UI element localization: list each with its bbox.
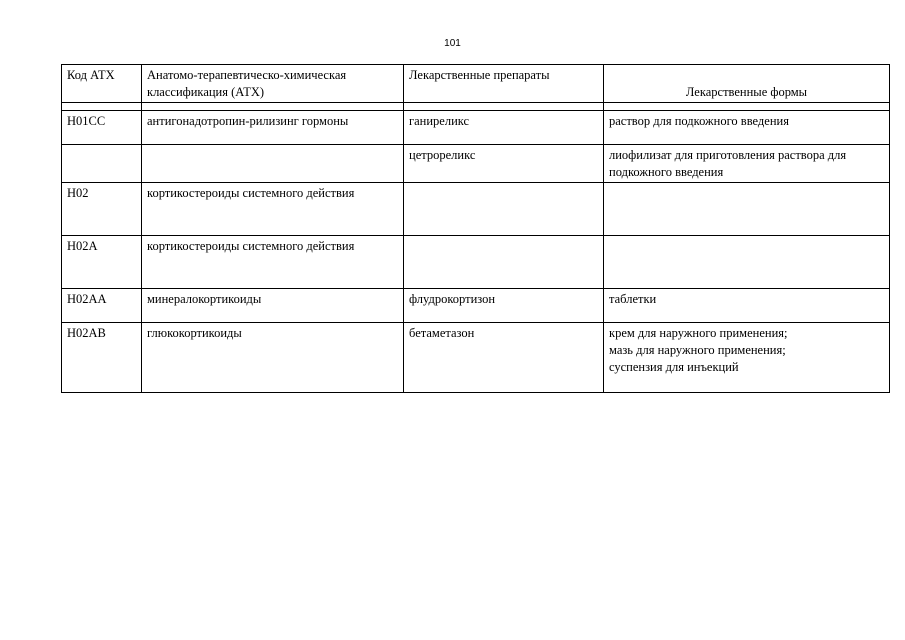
cell-code: H02AB — [62, 323, 142, 393]
header-classification: Анатомо-терапевтическо-химическая классификация (АТХ) — [142, 65, 404, 103]
form-line: крем для наружного применения; — [609, 326, 788, 340]
cell-classification: глюкокортикоиды — [142, 323, 404, 393]
cell-drug — [404, 236, 604, 289]
header-spacer-row — [62, 103, 890, 111]
cell-drug: ганиреликс — [404, 111, 604, 145]
table-row — [62, 289, 890, 323]
form-line: лиофилизат для приготовления раствора для подкожного введения — [609, 148, 847, 179]
cell-forms — [604, 236, 890, 289]
cell-drug: бетаметазон — [404, 323, 604, 393]
cell-classification: антигонадотропин-рилизинг гормоны — [142, 111, 404, 145]
cell-forms — [604, 183, 890, 236]
form-line: мазь для наружного применения; — [609, 343, 786, 357]
cell-drug: флудрокортизон — [404, 289, 604, 323]
cell-code — [62, 145, 142, 183]
header-forms: Лекарственные формы — [604, 65, 890, 103]
header-code: Код АТХ — [62, 65, 142, 103]
header-drugs: Лекарственные препараты — [404, 65, 604, 103]
cell-classification — [142, 145, 404, 183]
cell-code: H01CC — [62, 111, 142, 145]
form-line: таблетки — [609, 292, 657, 306]
form-line: раствор для подкожного введения — [609, 114, 789, 128]
table-row — [62, 145, 890, 183]
form-line: суспензия для инъекций — [609, 360, 739, 374]
table-row — [62, 183, 890, 236]
cell-classification: минералокортикоиды — [142, 289, 404, 323]
cell-forms — [604, 111, 890, 145]
cell-forms — [604, 289, 890, 323]
cell-forms — [604, 323, 890, 393]
table-row — [62, 323, 890, 393]
table-row — [62, 111, 890, 145]
cell-drug — [404, 183, 604, 236]
cell-forms — [604, 145, 890, 183]
table-row — [62, 236, 890, 289]
cell-code: H02A — [62, 236, 142, 289]
cell-classification: кортикостероиды системного действия — [142, 183, 404, 236]
cell-classification: кортикостероиды системного действия — [142, 236, 404, 289]
atx-table — [61, 64, 890, 393]
table-header-row — [62, 65, 890, 103]
page-number: 101 — [444, 38, 461, 49]
cell-code: H02AA — [62, 289, 142, 323]
cell-code: H02 — [62, 183, 142, 236]
cell-drug: цетрореликс — [404, 145, 604, 183]
